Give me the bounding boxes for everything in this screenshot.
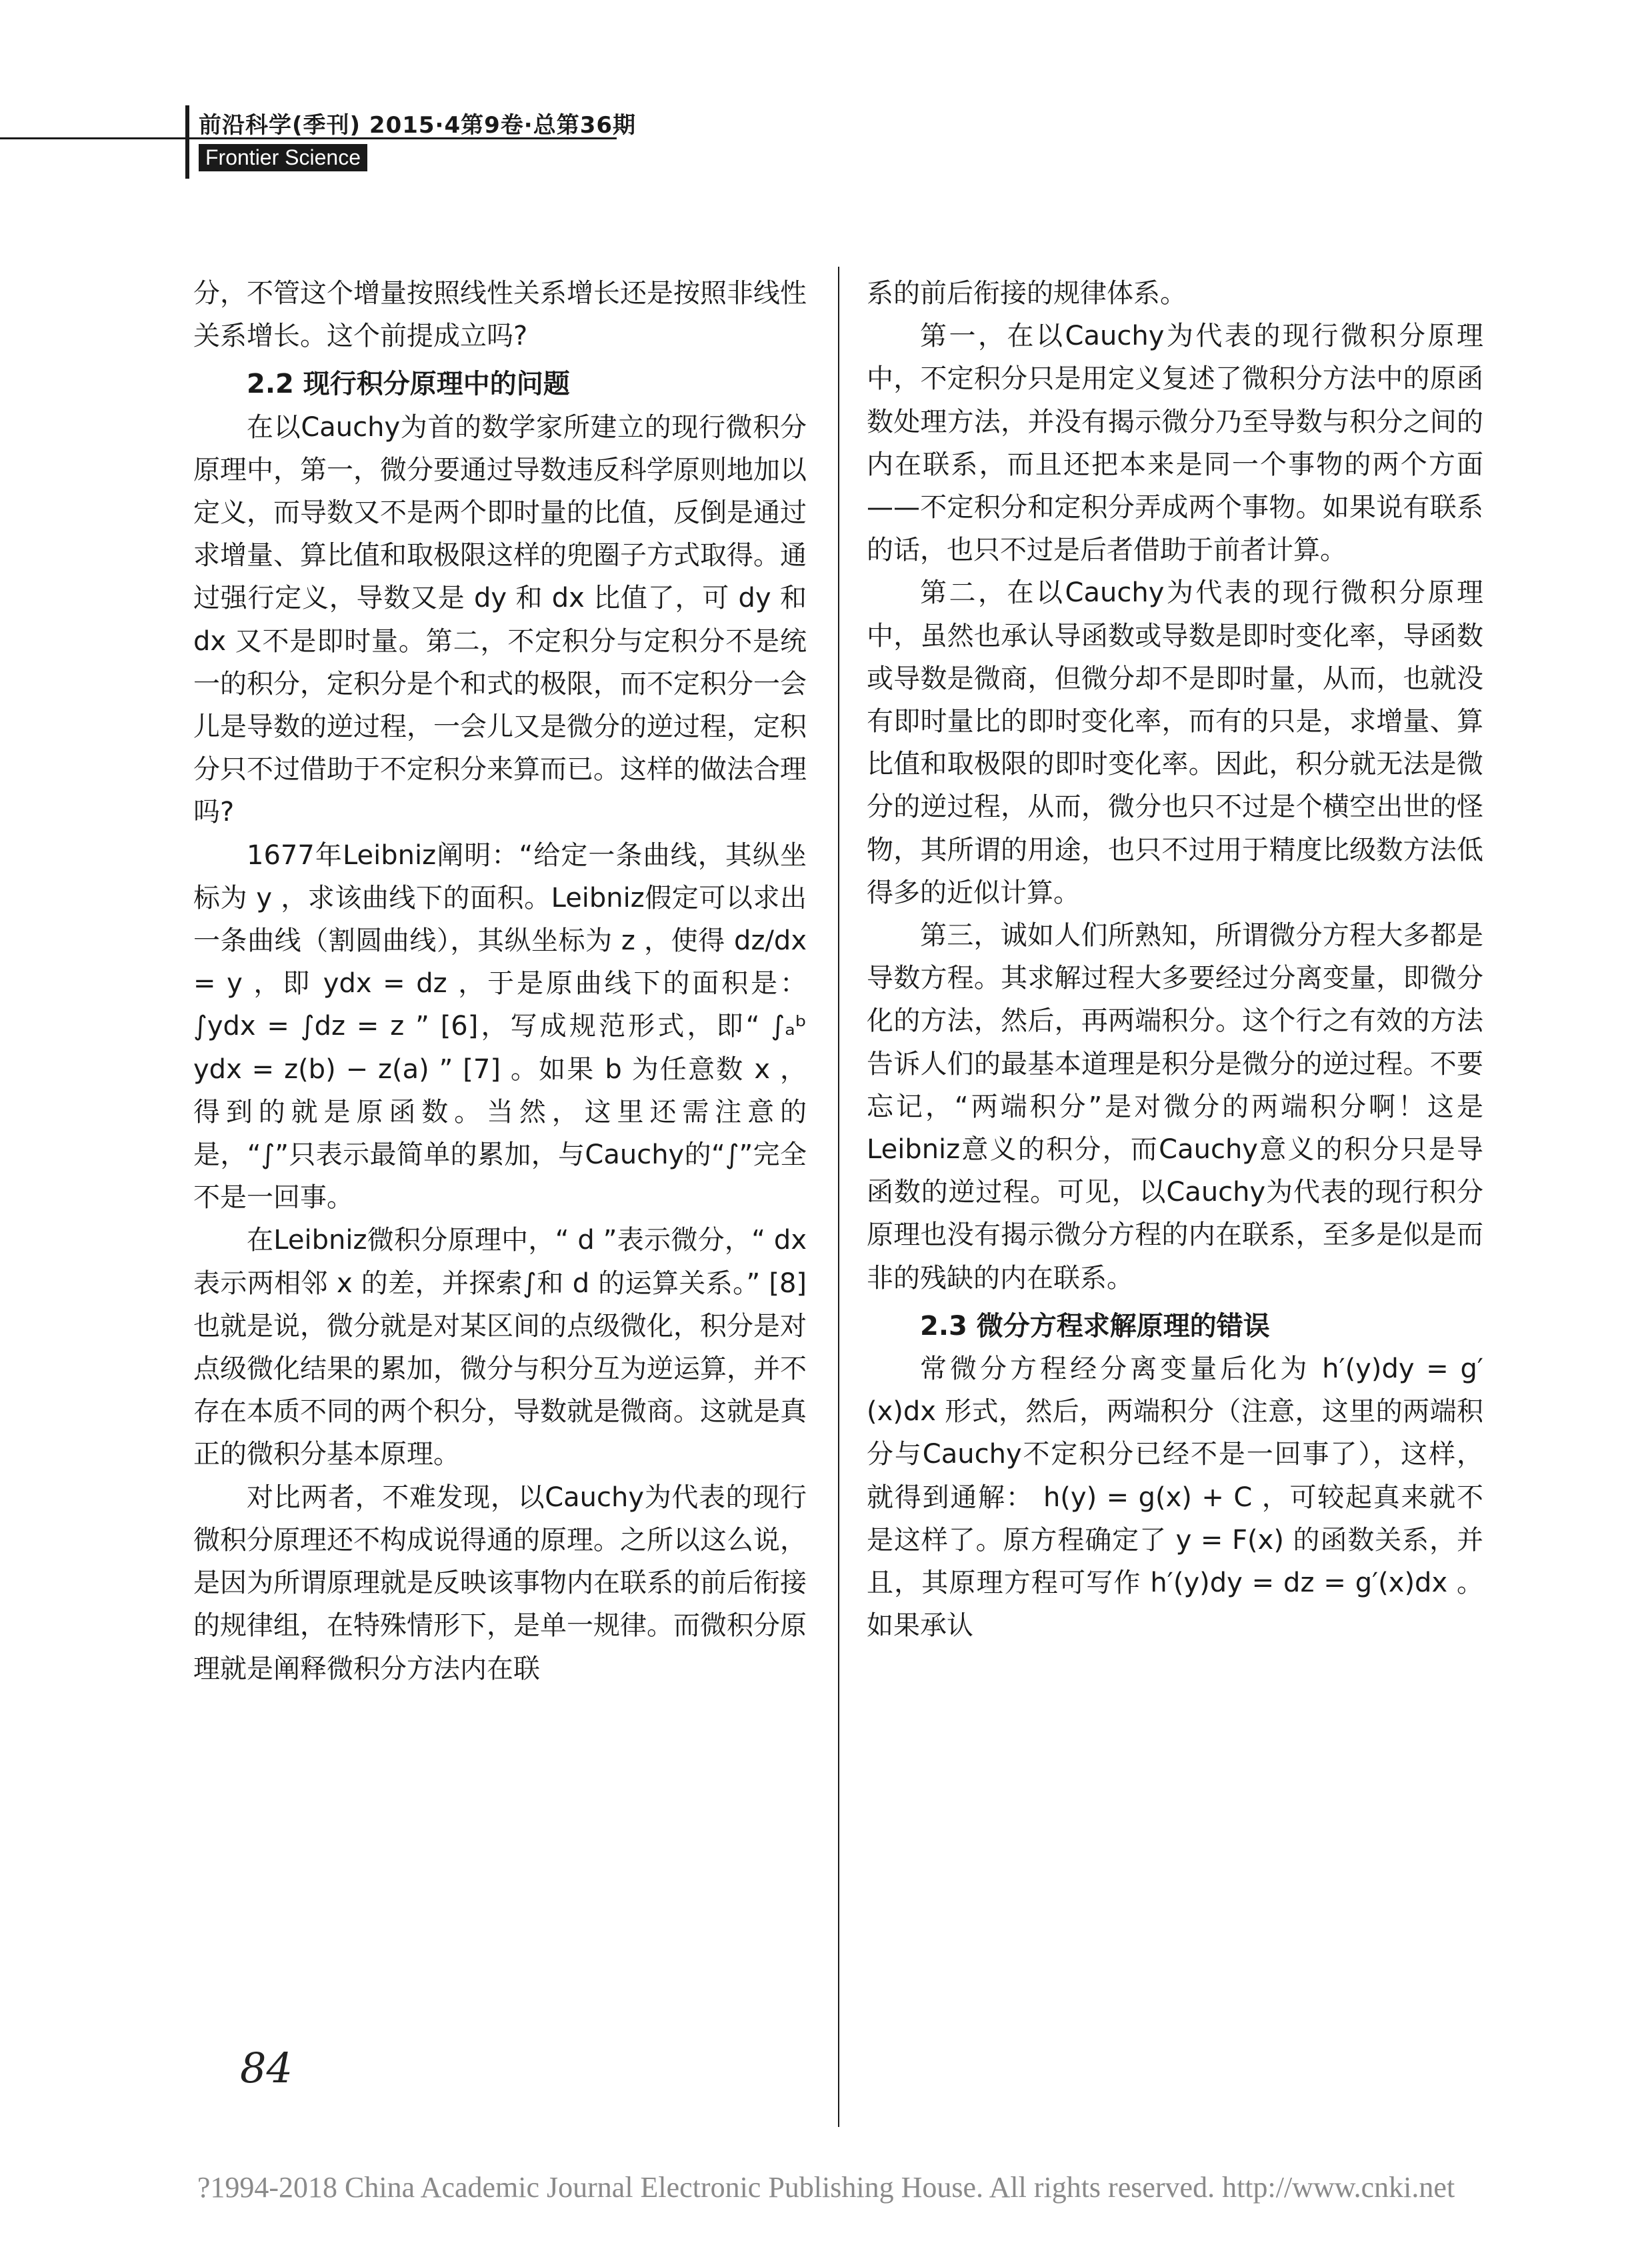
journal-name-en: Frontier Science [199,144,367,171]
page-number: 84 [240,2044,293,2092]
left-column [193,272,807,1690]
paragraph: 分，不管这个增量按照线性关系增长还是按照非线性关系增长。这个前提成立吗? [193,278,807,352]
paragraph: 常微分方程经分离变量后化为 h′(y)dy = g′(x)dx 形式，然后，两端积分（注意，这里的两端积分与Cauchy不定积分已经不是一回事了），这样，就得到通解： h(y) = g(x) + C ，可较起真来就不是这样了。原方程确定了 y = F(x) 的函数关系，并且，其原理方程可写作 h′(y)dy = dz = g′(x)dx 。如果承认 [867,1354,1483,1642]
section-heading: 2.2 现行积分原理中的问题 [247,369,570,400]
right-column [867,272,1483,1648]
paragraph: 1677年Leibniz阐明：“给定一条曲线，其纵坐标为 y ，求该曲线下的面积。Leibniz假定可以求出一条曲线（割圆曲线），其纵坐标为 z ，使得 dz/dx = y ，即 ydx = dz ，于是原曲线下的面积是： ∫ydx = ∫dz = z ” [6]，写成规范形式，即“ ∫ₐᵇ ydx = z(b) − z(a) ” [7] 。如果 b 为任意数 x ，得到的就是原函数。当然，这里还需注意的是，“∫”只表示最简单的累加，与Cauchy的“∫”完全不是一回事。 [193,839,807,1214]
paragraph: 第三，诚如人们所熟知，所谓微分方程大多都是导数方程。其求解过程大多要经过分离变量，即微分化的方法，然后，再两端积分。这个行之有效的方法告诉人们的最基本道理是积分是微分的逆过程。不要忘记，“两端积分”是对微分的两端积分啊！这是Leibniz意义的积分，而Cauchy意义的积分只是导函数的逆过程。可见，以Cauchy为代表的现行积分原理也没有揭示微分方程的内在联系，至多是似是而非的残缺的内在联系。 [867,920,1483,1294]
paragraph: 对比两者，不难发现，以Cauchy为代表的现行微积分原理还不构成说得通的原理。之所以这么说，是因为所谓原理就是反映该事物内在联系的前后衔接的规律组，在特殊情形下，是单一规律。而微积分原理就是阐释微积分方法内在联 [193,1482,807,1684]
paragraph: 第一，在以Cauchy为代表的现行微积分原理中，不定积分只是用定义复述了微积分方法中的原函数处理方法，并没有揭示微分乃至导数与积分之间的内在联系，而且还把本来是同一个事物的两个方面——不定积分和定积分弄成两个事物。如果说有联系的话，也只不过是后者借助于前者计算。 [867,321,1483,566]
journal-issue: 前沿科学(季刊) 2015·4第9卷·总第36期 [199,112,637,139]
paragraph: 在Leibniz微积分原理中，“ d ”表示微分，“ dx 表示两相邻 x 的差，并探索∫和 d 的运算关系。” [8] 也就是说，微分就是对某区间的点级微化，积分是对点级微化结果的累加，微分与积分互为逆运算，并不存在本质不同的两个积分，导数就是微商。这就是真正的微积分基本原理。 [193,1225,807,1470]
paragraph: 第二，在以Cauchy为代表的现行微积分原理中，虽然也承认导函数或导数是即时变化率，导函数或导数是微商，但微分却不是即时量，从而，也就没有即时量比的即时变化率，而有的只是，求增量、算比值和取极限的即时变化率。因此，积分就无法是微分的逆过程，从而，微分也只不过是个横空出世的怪物，其所谓的用途，也只不过用于精度比级数方法低得多的近似计算。 [867,577,1483,908]
section-heading: 2.3 微分方程求解原理的错误 [920,1310,1270,1342]
paragraph: 在以Cauchy为首的数学家所建立的现行微积分原理中，第一，微分要通过导数违反科学原则地加以定义，而导数又不是两个即时量的比值，反倒是通过求增量、算比值和取极限这样的兜圈子方式取得。通过强行定义，导数又是 dy 和 dx 比值了，可 dy 和 dx 又不是即时量。第二，不定积分与定积分不是统一的积分，定积分是个和式的极限，而不定积分一会儿是导数的逆过程，一会儿又是微分的逆过程，定积分只不过借助于不定积分来算而已。这样的做法合理吗? [193,411,807,828]
copyright-footer: ?1994-2018 China Academic Journal Electronic Publishing House. All rights reserved. http://www.cnki.net [197,2171,1455,2204]
column-divider [838,267,839,2127]
paragraph: 系的前后衔接的规律体系。 [867,278,1187,309]
header-bar [185,105,189,179]
